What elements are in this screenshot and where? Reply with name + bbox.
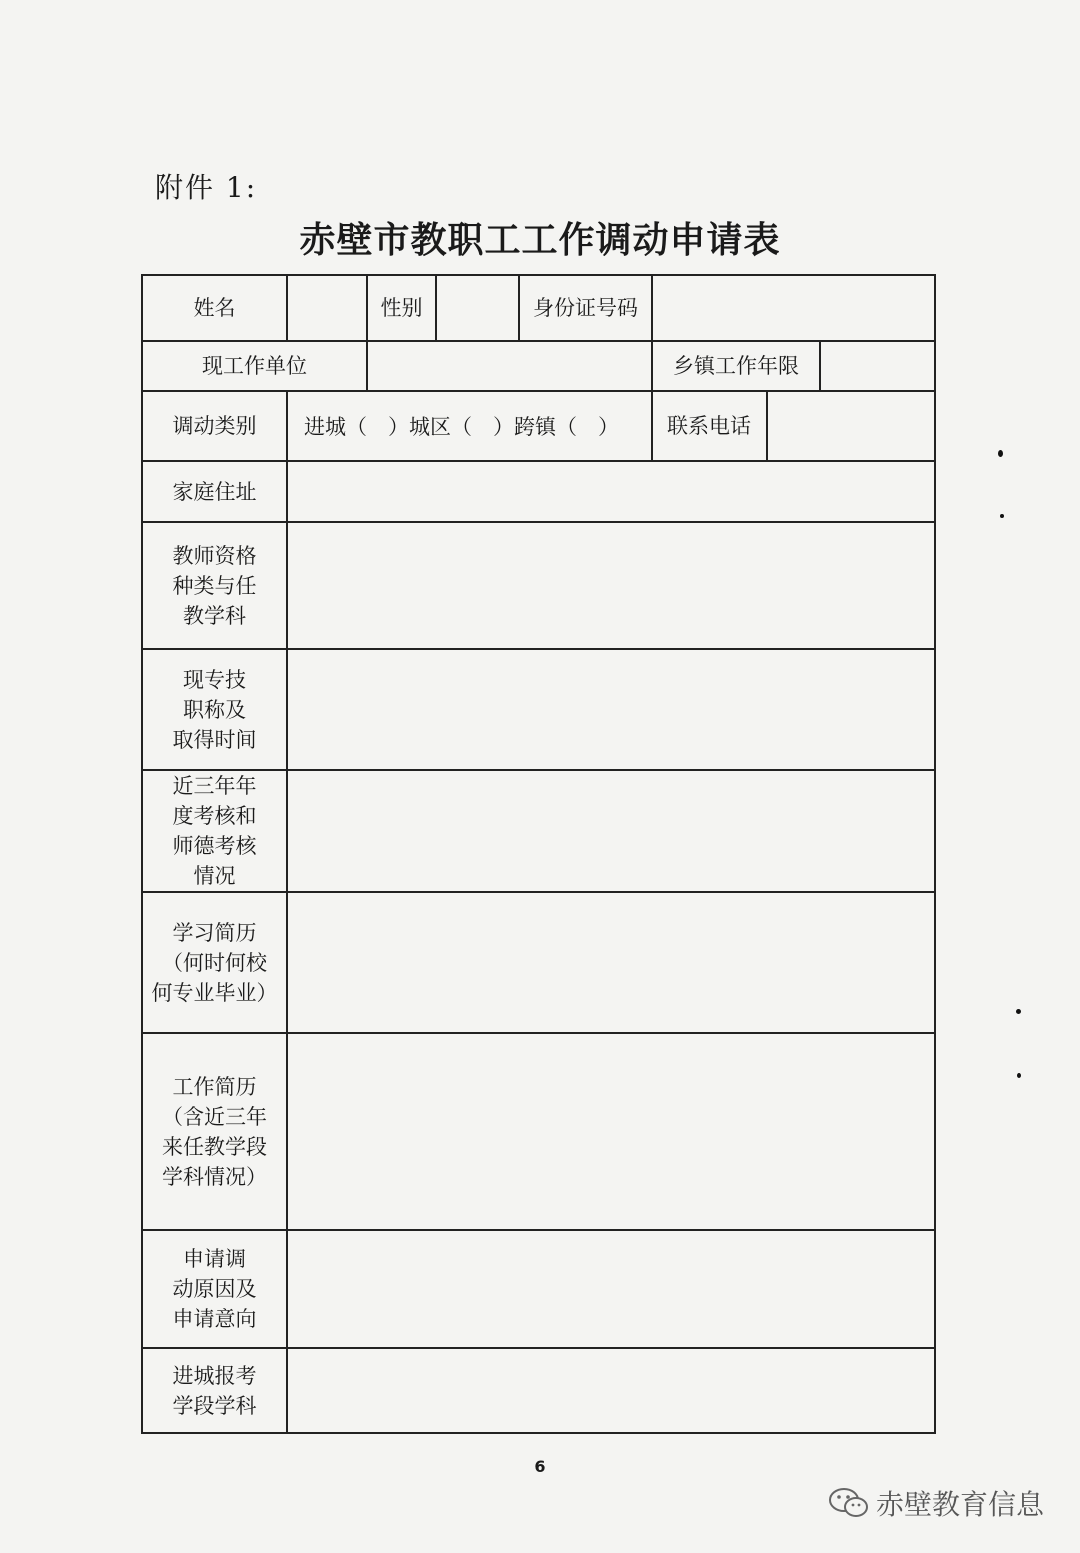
professional-title-field[interactable] [287, 649, 935, 770]
work-history-field[interactable] [287, 1033, 935, 1230]
township-years-cell [652, 341, 935, 391]
home-address-field[interactable] [287, 461, 935, 522]
scan-speck [998, 450, 1003, 457]
township-years-label: 乡镇工作年限 [653, 342, 821, 390]
exam-subject-field[interactable] [287, 1348, 935, 1433]
form-title: 赤壁市教职工工作调动申请表 [299, 219, 781, 261]
professional-title-label: 现专技 职称及 取得时间 [142, 649, 287, 770]
attachment-label: 附件 1: [155, 171, 258, 204]
transfer-type-label: 调动类别 [142, 391, 287, 461]
name-field[interactable] [287, 275, 367, 341]
watermark-text: 赤壁教育信息 [875, 1488, 1044, 1521]
transfer-reason-field[interactable] [287, 1230, 935, 1348]
transfer-type-options[interactable]: 进城（ ）城区（ ）跨镇（ ） [287, 391, 652, 461]
phone-label: 联系电话 [652, 391, 767, 461]
work-unit-label: 现工作单位 [142, 341, 367, 391]
scan-speck [1016, 1009, 1021, 1014]
qualification-label: 教师资格 种类与任 教学科 [142, 522, 287, 649]
assessment-label: 近三年年 度考核和 师德考核 情况 [142, 770, 287, 892]
assessment-field[interactable] [287, 770, 935, 892]
page-number: 6 [534, 1457, 546, 1476]
id-number-field[interactable] [652, 275, 935, 341]
watermark [828, 1483, 1044, 1523]
transfer-reason-label: 申请调 动原因及 申请意向 [142, 1230, 287, 1348]
id-number-label: 身份证号码 [519, 275, 652, 341]
gender-label: 性别 [367, 275, 436, 341]
township-years-field[interactable] [821, 342, 934, 390]
study-history-field[interactable] [287, 892, 935, 1033]
work-unit-field[interactable] [367, 341, 652, 391]
home-address-label: 家庭住址 [142, 461, 287, 522]
phone-field[interactable] [767, 391, 935, 461]
name-label: 姓名 [142, 275, 287, 341]
qualification-field[interactable] [287, 522, 935, 649]
work-history-label: 工作简历 （含近三年 来任教学段 学科情况） [142, 1033, 287, 1230]
gender-field[interactable] [436, 275, 519, 341]
exam-subject-label: 进城报考 学段学科 [142, 1348, 287, 1433]
scan-speck [1000, 514, 1004, 518]
scan-speck [1017, 1073, 1021, 1078]
application-form-table [141, 274, 936, 1434]
wechat-icon [828, 1487, 870, 1519]
study-history-label: 学习简历 （何时何校 何专业毕业） [142, 892, 287, 1033]
